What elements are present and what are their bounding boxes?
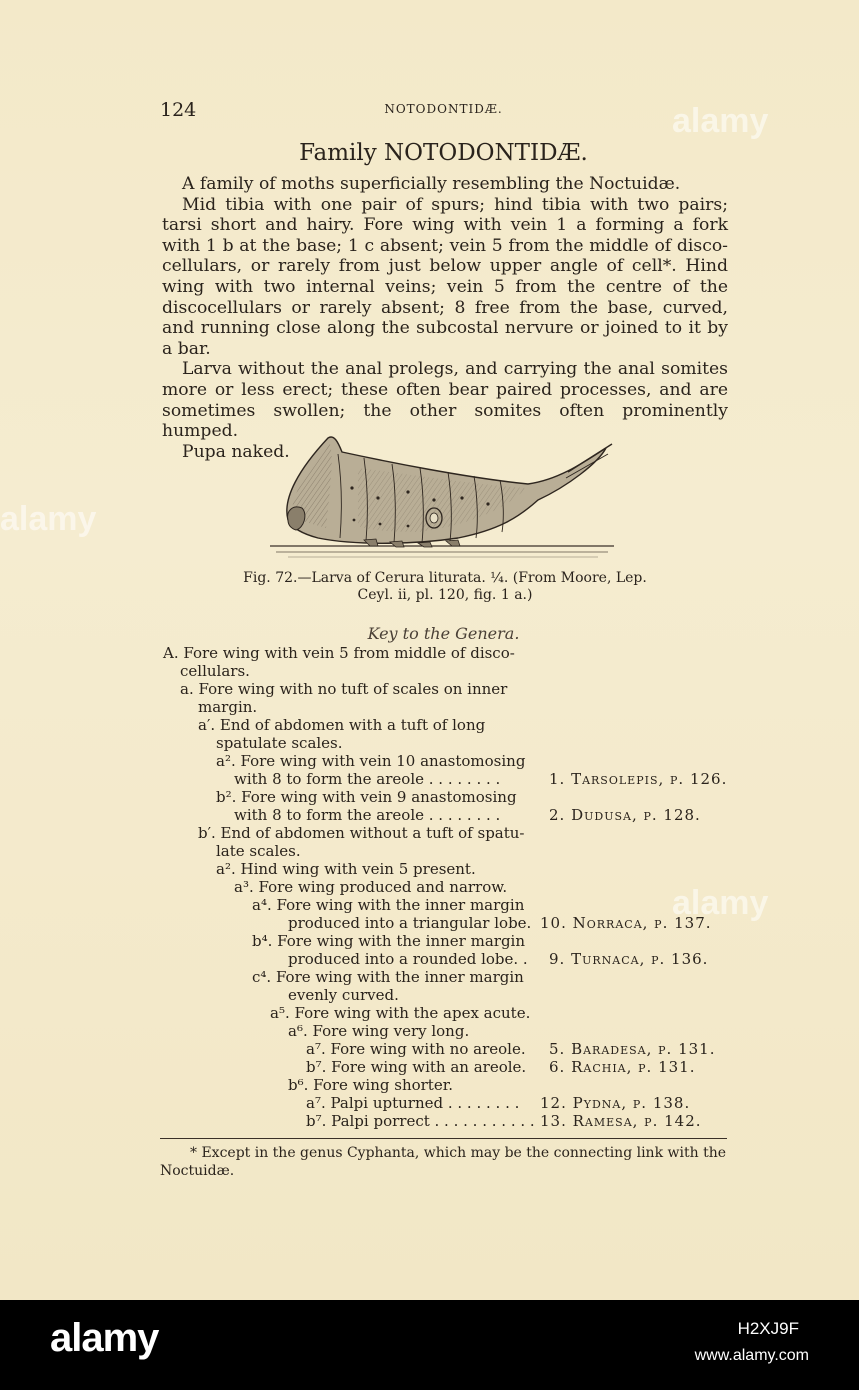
genus-reference: 12. Pydna, p. 138. <box>540 1094 691 1112</box>
image-id: H2XJ9F <box>737 1319 799 1338</box>
footnote <box>160 1144 727 1180</box>
key-line: a′. End of abdomen with a tuft of long <box>198 716 486 734</box>
key-line: late scales. <box>216 842 301 860</box>
key-line: a². Fore wing with vein 10 anastomosing <box>216 752 526 770</box>
genus-reference: 5. Baradesa, p. 131. <box>549 1040 716 1058</box>
watermark-logo: alamy <box>672 884 769 922</box>
caption-line: Ceyl. ii, pl. 120, fig. 1 a.) <box>357 587 533 603</box>
key-line: a⁴. Fore wing with the inner margin <box>252 896 525 914</box>
key-line: produced into a triangular lobe. <box>288 914 532 932</box>
key-line: a⁷. Fore wing with no areole. <box>306 1040 526 1058</box>
key-line: margin. <box>198 698 258 716</box>
intro-paragraph: Larva without the anal prolegs, and carrying the anal somites more or less erect; these often bear paired processes, and are sometimes swollen; the other somites often prominently humped. <box>162 359 728 442</box>
key-heading: Key to the Genera. <box>367 624 520 643</box>
genus-reference: 1. Tarsolepis, p. 126. <box>549 770 728 788</box>
running-head: NOTODONTIDÆ. <box>384 102 503 116</box>
larva-illustration <box>268 428 620 564</box>
genus-reference: 10. Norraca, p. 137. <box>540 914 712 932</box>
caption-line: Fig. 72.—Larva of Cerura liturata. ¼. (From Moore, Lep. <box>243 570 647 586</box>
key-line: evenly curved. <box>288 986 399 1004</box>
key-line: with 8 to form the areole . . . . . . . . <box>234 806 501 824</box>
key-line: produced into a rounded lobe. . <box>288 950 528 968</box>
genus-reference: 13. Ramesa, p. 142. <box>540 1112 702 1130</box>
page-header <box>160 99 727 119</box>
intro-paragraph: Mid tibia with one pair of spurs; hind tibia with two pairs; tarsi short and hairy. Fore wing with vein 1 a forming a fork with 1 b at the base; 1 c absent; vein 5 from the middle of disco-cellulars, or rarely from just below upper angle of cell*. Hind wing with two internal veins; vein 5 from the centre of the discocellulars or rarely absent; 8 free from the base, curved, and running close along the subcostal nervure or joined to it by a bar. <box>162 194 728 359</box>
key-line: a³. Fore wing produced and narrow. <box>234 878 508 896</box>
key-line: b⁴. Fore wing with the inner margin <box>252 932 526 950</box>
key-line: a². Hind wing with vein 5 present. <box>216 860 476 878</box>
genus-reference: 9. Turnaca, p. 136. <box>549 950 709 968</box>
key-line: a⁷. Palpi upturned . . . . . . . . <box>306 1094 520 1112</box>
genus-reference: 6. Rachia, p. 131. <box>549 1058 696 1076</box>
site-url: www.alamy.com <box>694 1347 809 1364</box>
page-title: Family NOTODONTIDÆ. <box>299 140 588 166</box>
key-line: A. Fore wing with vein 5 from middle of disco- <box>163 644 515 662</box>
key-line: b². Fore wing with vein 9 anastomosing <box>216 788 517 806</box>
key-line: b⁶. Fore wing shorter. <box>288 1076 454 1094</box>
key-line: cellulars. <box>180 662 250 680</box>
key-line: with 8 to form the areole . . . . . . . . <box>234 770 501 788</box>
key-line: b⁷. Palpi porrect . . . . . . . . . . . <box>306 1112 535 1130</box>
intro-paragraph: A family of moths superficially resembling the Noctuidæ. <box>182 174 681 194</box>
key-line: spatulate scales. <box>216 734 343 752</box>
watermark-logo: alamy <box>0 500 97 538</box>
genus-reference: 2. Dudusa, p. 128. <box>549 806 701 824</box>
watermark-logo: alamy <box>672 102 769 140</box>
intro-text <box>162 174 728 462</box>
key-line: a⁵. Fore wing with the apex acute. <box>270 1004 531 1022</box>
key-line: a. Fore wing with no tuft of scales on inner <box>180 680 508 698</box>
key-line: b⁷. Fore wing with an areole. <box>306 1058 527 1076</box>
footnote-text: * Except in the genus Cyphanta, which may be the connecting link with the Noctuidæ. <box>160 1145 726 1179</box>
intro-paragraph: Pupa naked. <box>182 441 290 462</box>
figure-caption <box>200 570 690 604</box>
key-line: c⁴. Fore wing with the inner margin <box>252 968 524 986</box>
key-line: a⁶. Fore wing very long. <box>288 1022 470 1040</box>
footnote-divider <box>160 1138 727 1139</box>
key-line: b′. End of abdomen without a tuft of spatu- <box>198 824 525 842</box>
page-number: 124 <box>160 99 197 121</box>
brand-logo: alamy <box>50 1316 159 1360</box>
